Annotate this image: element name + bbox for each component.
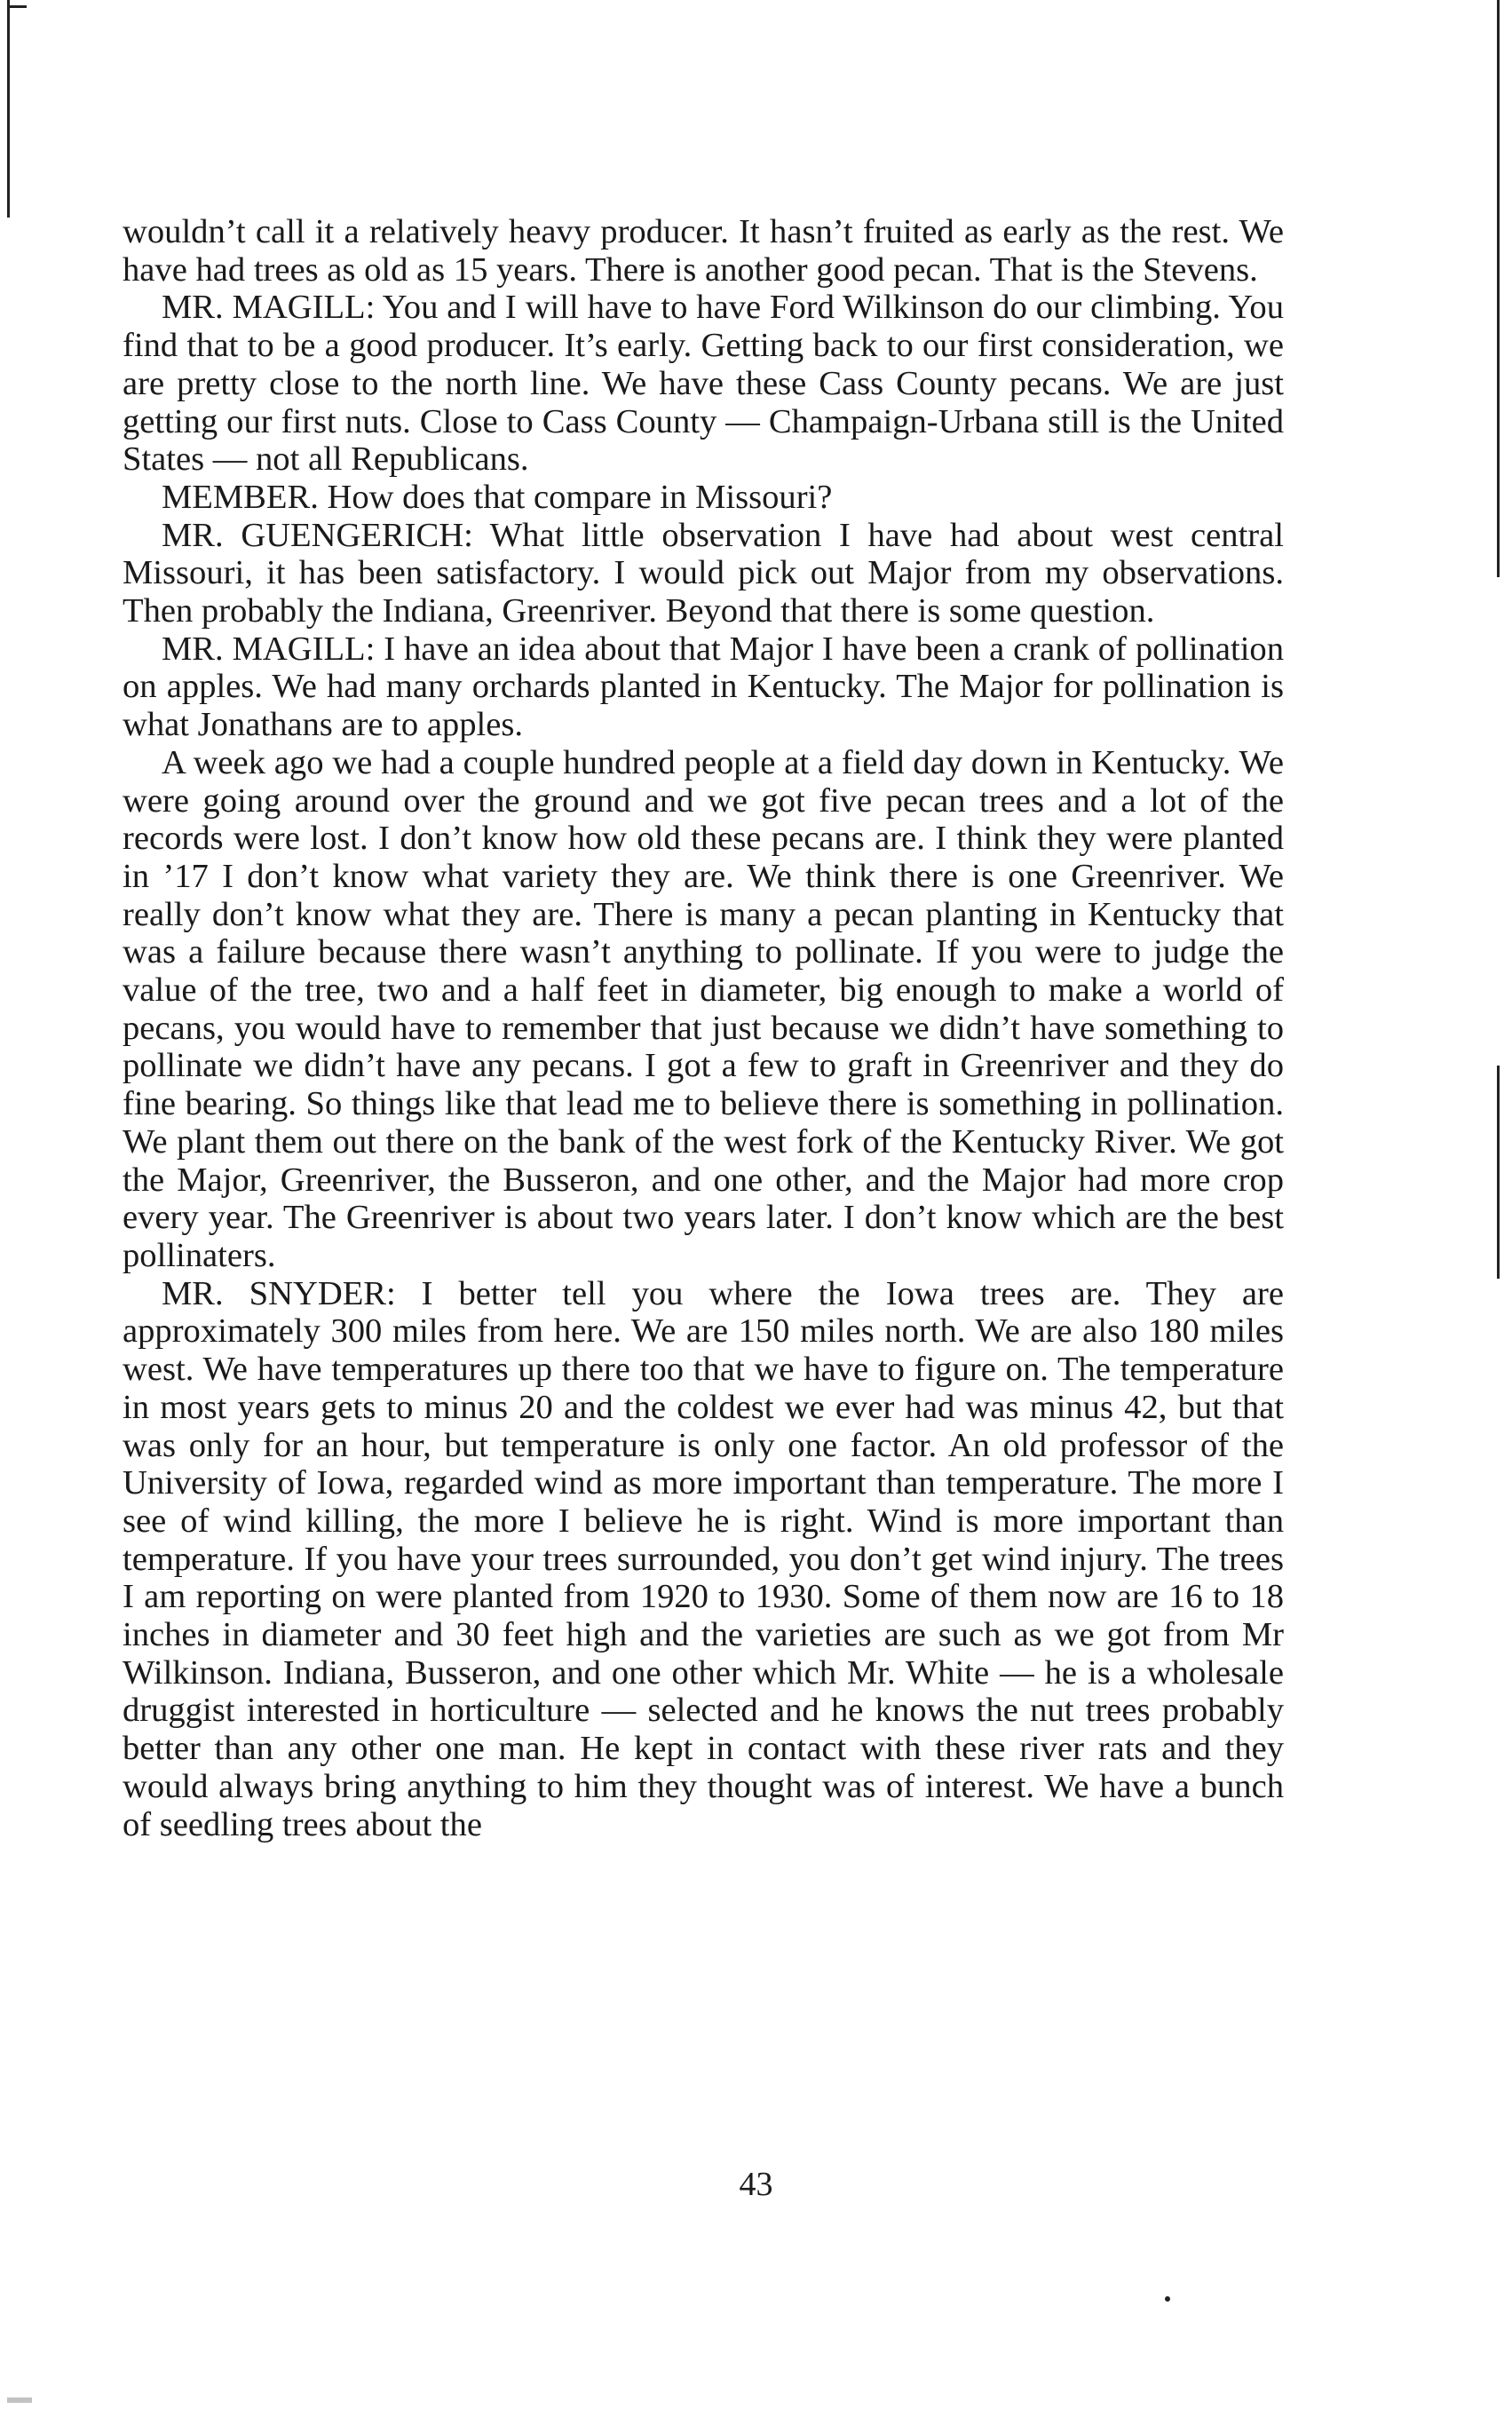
scan-dot-mark	[1165, 2296, 1170, 2302]
scan-left-margin-rule	[7, 0, 10, 218]
paragraph-snyder: MR. SNYDER: I better tell you where the Iowa trees are. They are approximately 300 miles from here. We are 150 miles north. We are also 180 miles west. We have temperatures up there too that we have to figure on. The temperature in most years gets to minus 20 and the coldest we ever had was minus 42, but that was only for an hour, but temperature is only one factor. An old professor of the University of Iowa, regarded wind as more important than temperature. The more I see of wind killing, the more I believe he is right. Wind is more important than temperature. If you have your trees surrounded, you don’t get wind injury. The trees I am reporting on were planted from 1920 to 1930. Some of them now are 16 to 18 inches in diameter and 30 feet high and the varieties are such as we got from Mr Wilkinson. Indiana, Busseron, and one other which Mr. White — he is a wholesale druggist interested in horticulture — selected and he knows the nut trees probably better than any other one man. He kept in contact with these river rats and they would always bring anything to him they thought was of interest. We have a bunch of seedling trees about the	[123, 1274, 1284, 1843]
page-number: 43	[739, 2166, 773, 2203]
paragraph-continuation: wouldn’t call it a relatively heavy producer. It hasn’t fruited as early as the rest. We have had trees as old as 15 years. There is another good pecan. That is the Stevens.	[123, 213, 1284, 289]
scan-speck-mark	[7, 2397, 32, 2403]
scan-right-margin-rule	[1497, 0, 1500, 577]
paragraph-magill-2: MR. MAGILL: I have an idea about that Major I have been a crank of pollination on apples. We had many orchards planted in Kentucky. The Major for pollination is what Jonathans are to apples.	[123, 630, 1284, 744]
page-body-text	[123, 213, 1284, 1843]
paragraph-field-day: A week ago we had a couple hundred people at a field day down in Kentucky. We were going around over the ground and we got five pecan trees and a lot of the records were lost. I don’t know how old these pecans are. I think they were planted in ’17 I don’t know what variety they are. We think there is one Greenriver. We really don’t know what they are. There is many a pecan planting in Kentucky that was a failure because there wasn’t anything to pollinate. If you were to judge the value of the tree, two and a half feet in diameter, big enough to make a world of pecans, you would have to remember that just because we didn’t have something to pollinate we didn’t have any pecans. I got a few to graft in Greenriver and they do fine bearing. So things like that lead me to believe there is something in pollination. We plant them out there on the bank of the west fork of the Kentucky River. We got the Major, Greenriver, the Busseron, and one other, and the Major had more crop every year. The Greenriver is about two years later. I don’t know which are the best pollinaters.	[123, 743, 1284, 1274]
scan-right-margin-rule-lower	[1497, 1066, 1500, 1279]
paragraph-guengerich: MR. GUENGERICH: What little observation I have had about west central Missouri, it has been satisfactory. I would pick out Major from my observations. Then probably the Indiana, Greenriver. Beyond that there is some question.	[123, 516, 1284, 630]
scan-left-margin-tick	[7, 5, 27, 8]
paragraph-magill-1: MR. MAGILL: You and I will have to have Ford Wilkinson do our climbing. You find that to be a good producer. It’s early. Getting back to our first consideration, we are pretty close to the north line. We have these Cass County pecans. We are just getting our first nuts. Close to Cass County — Champaign-Urbana still is the United States — not all Republicans.	[123, 289, 1284, 479]
paragraph-member: MEMBER. How does that compare in Missouri?	[162, 478, 833, 516]
